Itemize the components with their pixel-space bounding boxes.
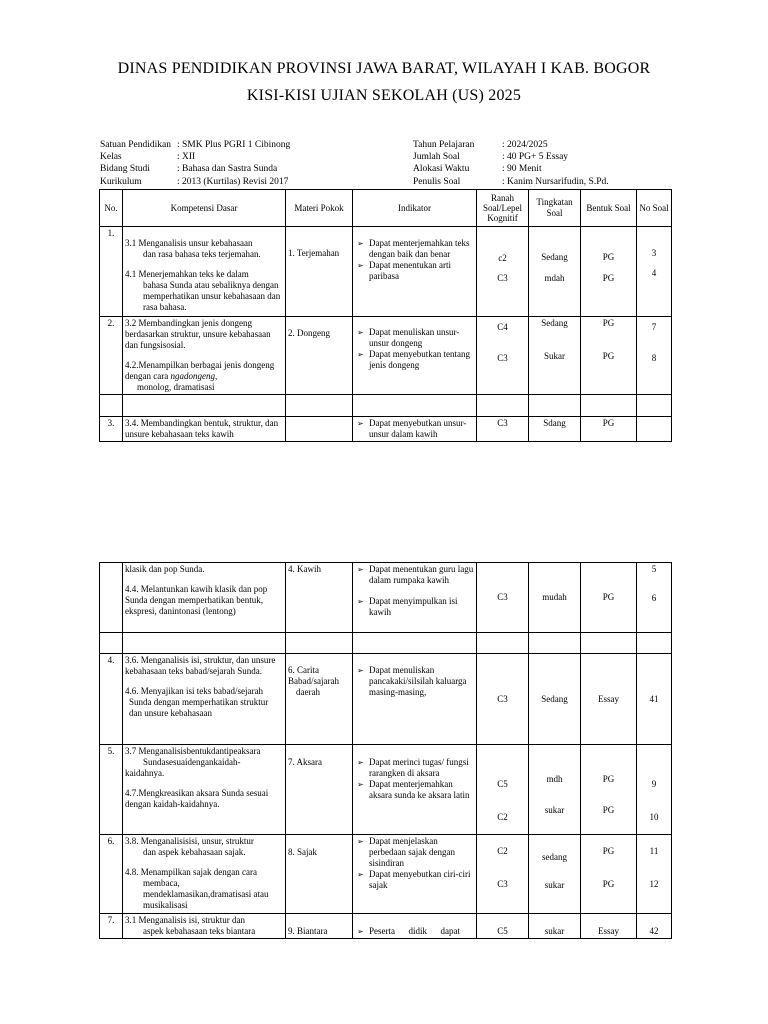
ranah-cell: C3 <box>477 563 529 633</box>
ranah-cell: C2 C3 <box>477 835 529 914</box>
col-kd-header: Kompetensi Dasar <box>123 190 286 227</box>
ranah-cell: C3 <box>477 654 529 745</box>
bentuk-cell: PG PG <box>581 317 637 395</box>
row-number: 4. <box>100 654 123 745</box>
tingkat-cell: mdh sukar <box>529 745 581 835</box>
nosoal-cell: 7 8 <box>637 317 672 395</box>
table-row <box>100 835 672 914</box>
nosoal-cell: 3 4 <box>637 227 672 317</box>
kompetensi-dasar-cell: 3.1 Menganalisis isi, struktur dan aspek kebahasaan teks biantara <box>123 914 286 939</box>
meta-row: Satuan Pendidikan : SMK Plus PGRI 1 Cibinong <box>100 140 291 150</box>
bentuk-cell: PG <box>581 563 637 633</box>
indikator-cell: ➢ Dapat merinci tugas/ fungsi rarangken di aksara ➢ Dapat menterjemahkan aksara sunda ke aksara latin <box>353 745 477 835</box>
materi-pokok-cell <box>286 417 353 442</box>
table-row <box>100 227 672 317</box>
document-title: DINAS PENDIDIKAN PROVINSI JAWA BARAT, WILAYAH I KAB. BOGOR <box>117 60 651 77</box>
table-row <box>100 745 672 835</box>
materi-pokok-cell: 6. Carita Babad/sajarah daerah <box>286 654 353 745</box>
bentuk-cell: PG PG <box>581 745 637 835</box>
table-row <box>100 914 672 939</box>
row-number: 3. <box>100 417 123 442</box>
materi-pokok-cell: 7. Aksara <box>286 745 353 835</box>
meta-right <box>413 139 609 188</box>
bentuk-cell: Essay <box>581 914 637 939</box>
kompetensi-dasar-cell: 3.4. Membandingkan bentuk, struktur, dan unsure kebahasaan teks kawih <box>123 417 286 442</box>
tingkat-cell: mudah <box>529 563 581 633</box>
row-number: 2. <box>100 317 123 395</box>
indikator-cell: ➢ Dapat menyebutkan unsur-unsur dalam kawih <box>353 417 477 442</box>
materi-pokok-cell: 8. Sajak <box>286 835 353 914</box>
nosoal-cell: 41 <box>637 654 672 745</box>
meta-row: Kelas : XII <box>100 152 196 163</box>
row-number: 7. <box>100 914 123 939</box>
nosoal-cell: 5 6 <box>637 563 672 633</box>
materi-pokok-cell: 9. Biantara <box>286 914 353 939</box>
kompetensi-dasar-cell: 3.7 Menganalisisbentukdantipeaksara Sundasesuaidengankaidah- kaidahnya. 4.7.Mengkreasikan aksara Sunda sesuai dengan kaidah-kaidahnya. <box>123 745 286 835</box>
meta-row: Jumlah Soal : 40 PG+ 5 Essay <box>413 152 569 163</box>
table-row-empty <box>100 633 672 654</box>
materi-pokok-cell: 2. Dongeng <box>286 317 353 395</box>
indikator-cell: ➢ Dapat menentukan guru lagu dalam rumpaka kawih ➢ Dapat menyimpulkan isi kawih <box>353 563 477 633</box>
meta-row: Kurikulum : 2013 (Kurtilas) Revisi 2017 <box>100 176 289 187</box>
ranah-cell: C4 C3 <box>477 317 529 395</box>
tingkat-cell: Sedang mdah <box>529 227 581 317</box>
bentuk-cell: PG <box>581 417 637 442</box>
table-row <box>100 317 672 395</box>
kisi-kisi-table-page-1 <box>99 189 672 442</box>
kompetensi-dasar-cell: 3.8. Menganalisisisi, unsur, struktur dan aspek kebahasaan sajak. 4.8. Menampilkan sajak dengan cara membaca, mendeklamasikan,dramatisasi atau musikalisasi <box>123 835 286 914</box>
meta-left <box>100 139 290 188</box>
bentuk-cell: PG PG <box>581 835 637 914</box>
tingkat-cell: Sedang Sukar <box>529 317 581 395</box>
document-subtitle: KISI-KISI UJIAN SEKOLAH (US) 2025 <box>246 87 522 104</box>
col-bentuk-header: Bentuk Soal <box>581 190 637 227</box>
col-indikator-header: Indikator <box>353 190 477 227</box>
table-row <box>100 563 672 633</box>
col-tingkat-header: Tingkatan Soal <box>529 190 581 227</box>
ranah-cell: c2 C3 <box>477 227 529 317</box>
col-no-header: No. <box>100 190 123 227</box>
ranah-cell: C5 <box>477 914 529 939</box>
row-number <box>100 563 123 633</box>
nosoal-cell: 11 12 <box>637 835 672 914</box>
materi-pokok-cell: 1. Terjemahan <box>286 227 353 317</box>
table-header-row <box>100 190 672 227</box>
meta-row: Penulis Soal : Kanim Nursarifudin, S.Pd. <box>413 176 609 187</box>
col-nosoal-header: No Soal <box>637 190 672 227</box>
row-number: 1. <box>100 227 123 317</box>
bentuk-cell: PG PG <box>581 227 637 317</box>
indikator-cell: ➢ Dapat menjelaskan perbedaan sajak dengan sisindiran ➢ Dapat menyebutkan ciri-ciri sajak <box>353 835 477 914</box>
row-number: 5. <box>100 745 123 835</box>
kompetensi-dasar-cell: 3.6. Menganalisis isi, struktur, dan unsure kebahasaan teks babad/sejarah Sunda. 4.6. Menyajikan isi teks babad/sejarah Sunda dengan memperhatikan struktur dan unsure kebahasaan <box>123 654 286 745</box>
tingkat-cell: Sedang <box>529 654 581 745</box>
nosoal-cell <box>637 417 672 442</box>
kompetensi-dasar-cell: 3.2 Membandingkan jenis dongeng berdasarkan struktur, unsure kebahasaan dan fungsisosial. 4.2.Menampilkan berbagai jenis dongeng dengan cara ngadongeng, monolog, dramatisasi <box>123 317 286 395</box>
bentuk-cell: Essay <box>581 654 637 745</box>
kisi-kisi-table-page-2 <box>99 562 672 939</box>
table-row-empty <box>100 395 672 417</box>
tingkat-cell: sedang sukar <box>529 835 581 914</box>
kompetensi-dasar-cell: klasik dan pop Sunda. 4.4. Melantunkan kawih klasik dan pop Sunda dengan memperhatikan bentuk, ekspresi, danintonasi (lentong) <box>123 563 286 633</box>
indikator-cell: ➢ Dapat menterjemahkan teks dengan baik dan benar ➢ Dapat menentukan arti paribasa <box>353 227 477 317</box>
meta-row: Tahun Pelajaran : 2024/2025 <box>413 140 548 150</box>
indikator-cell: ➢ Dapat menuliskan unsur-unsur dongeng ➢ Dapat menyebutkan tentang jenis dongeng <box>353 317 477 395</box>
col-materi-header: Materi Pokok <box>286 190 353 227</box>
nosoal-cell: 9 10 <box>637 745 672 835</box>
ranah-cell: C5 C2 <box>477 745 529 835</box>
materi-pokok-cell: 4. Kawih <box>286 563 353 633</box>
row-number: 6. <box>100 835 123 914</box>
table-row <box>100 654 672 745</box>
nosoal-cell: 42 <box>637 914 672 939</box>
tingkat-cell: Sdang <box>529 417 581 442</box>
ranah-cell: C3 <box>477 417 529 442</box>
indikator-cell: ➢ Dapat menuliskan pancakaki/silsilah kaluarga masing-masing, <box>353 654 477 745</box>
tingkat-cell: sukar <box>529 914 581 939</box>
col-ranah-header: Ranah Soal/Lepel Kognitif <box>477 190 529 227</box>
indikator-cell: ➢ Peserta didik dapat <box>353 914 477 939</box>
meta-row: Bidang Studi : Bahasa dan Sastra Sunda <box>100 164 278 175</box>
kompetensi-dasar-cell: 3.1 Menganalisis unsur kebahasaan dan rasa bahasa teks terjemahan. 4.1 Menerjemahkan teks ke dalam bahasa Sunda atau sebaliknya dengan memperhatikan unsur kebahasaan dan rasa bahasa. <box>123 227 286 317</box>
table-row <box>100 417 672 442</box>
meta-row: Alokasi Waktu : 90 Menit <box>413 164 542 175</box>
